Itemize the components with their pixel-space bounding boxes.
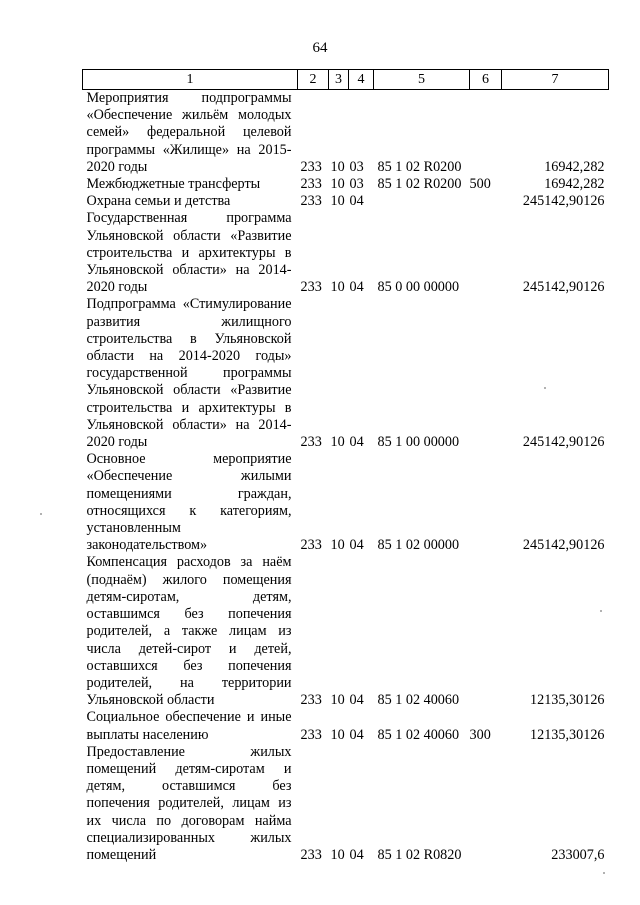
row-section-code: 10: [330, 692, 345, 709]
row-amount: 245142,90126: [522, 434, 605, 451]
row-expense-type: [470, 554, 502, 709]
row-name: Охрана семьи и детства: [86, 193, 231, 210]
row-name: Предоставление жилых помещений детям-сиротам и детям, оставшимся без попечения родителей, лицам из их числа по договорам найма специализированных жилых помещений: [86, 743, 292, 863]
row-subsection-code: 04: [349, 537, 364, 554]
table-header-row: [83, 70, 609, 90]
row-expense-type: [470, 90, 502, 177]
row-amount: 16942,282: [544, 158, 605, 175]
row-subsection-code: 04: [349, 846, 364, 863]
row-section-code: 10: [330, 193, 345, 210]
row-expense-type: [470, 193, 502, 210]
row-name: Социальное обеспечение и иные выплаты населению: [86, 709, 292, 743]
row-section-code: 10: [330, 158, 345, 175]
row-subsection-code: 03: [349, 158, 364, 175]
table-row: [83, 451, 609, 554]
column-header-3: 3: [329, 70, 349, 90]
row-target-code: 85 1 00 00000: [377, 434, 460, 451]
row-subsection-code: 04: [349, 726, 364, 743]
table-row: [83, 554, 609, 709]
row-target-code: [374, 193, 470, 210]
column-header-2: 2: [298, 70, 329, 90]
row-amount: 245142,90126: [522, 537, 605, 554]
row-subsection-code: 03: [349, 176, 364, 193]
row-name: Мероприятия подпрограммы «Обеспечение жильём молодых семей» федеральной целевой программы «Жилище» на 2015-2020 годы: [86, 90, 292, 175]
row-ministry-code: 233: [300, 434, 322, 451]
row-target-code: 85 1 02 R0200: [377, 176, 462, 193]
row-expense-type: [470, 210, 502, 296]
row-ministry-code: 233: [300, 158, 322, 175]
table-row: [83, 90, 609, 177]
row-target-code: 85 0 00 00000: [377, 279, 460, 296]
row-amount: 245142,90126: [522, 279, 605, 296]
table-row: [83, 709, 609, 743]
row-name: Государственная программа Ульяновской области «Развитие строительства и архитектуры в Ульяновской области» на 2014-2020 годы: [86, 210, 292, 296]
row-section-code: 10: [330, 726, 345, 743]
table-row: [83, 176, 609, 193]
row-amount: 16942,282: [544, 176, 605, 193]
row-name: Подпрограмма «Стимулирование развития жилищного строительства в Ульяновской области на 2014-2020 годы» государственной программы Ульяновской области «Развитие строительства и архитектуры в Ульяновской области» на 2014-2020 годы: [86, 296, 292, 451]
row-target-code: 85 1 02 40060: [377, 726, 460, 743]
table-row: [83, 744, 609, 864]
row-amount: 245142,90126: [522, 193, 605, 210]
row-section-code: 10: [330, 279, 345, 296]
row-subsection-code: 04: [349, 279, 364, 296]
scan-speck: [603, 872, 605, 874]
scan-speck: [40, 513, 42, 515]
row-ministry-code: 233: [300, 193, 322, 210]
budget-table: [82, 69, 609, 864]
column-header-7: 7: [502, 70, 609, 90]
row-subsection-code: 04: [349, 434, 364, 451]
row-expense-type: [470, 744, 502, 864]
row-ministry-code: 233: [300, 537, 322, 554]
row-name: Межбюджетные трансферты: [86, 176, 261, 193]
table-row: [83, 296, 609, 451]
row-ministry-code: 233: [300, 176, 322, 193]
row-target-code: 85 1 02 00000: [377, 537, 460, 554]
scan-speck: [544, 387, 546, 389]
column-header-1: 1: [83, 70, 298, 90]
row-ministry-code: 233: [300, 692, 322, 709]
row-expense-type: 500: [469, 176, 491, 193]
page-number: 64: [312, 40, 328, 56]
row-ministry-code: 233: [300, 279, 322, 296]
row-expense-type: [470, 296, 502, 451]
row-ministry-code: 233: [300, 846, 322, 863]
row-section-code: 10: [330, 176, 345, 193]
column-header-6: 6: [470, 70, 502, 90]
row-section-code: 10: [330, 846, 345, 863]
table-row: [83, 210, 609, 296]
table-row: [83, 193, 609, 210]
row-amount: 12135,30126: [530, 726, 605, 743]
row-target-code: 85 1 02 R0200: [377, 158, 462, 175]
row-name: Компенсация расходов за наём (поднаём) жилого помещения детям-сиротам, детям, оставшимся без попечения родителей, а также лицам из числа детей-сирот и детей, оставшихся без попечения родителей, на территории Ульяновской области: [86, 554, 292, 709]
row-target-code: 85 1 02 40060: [377, 692, 460, 709]
row-target-code: 85 1 02 R0820: [377, 846, 462, 863]
row-section-code: 10: [330, 434, 345, 451]
column-header-5: 5: [374, 70, 470, 90]
row-section-code: 10: [330, 537, 345, 554]
row-subsection-code: 04: [349, 193, 364, 210]
row-name: Основное мероприятие «Обеспечение жилыми помещениями граждан, относящихся к категориям, установленным законодательством»: [86, 451, 292, 554]
row-expense-type: 300: [469, 726, 491, 743]
row-amount: 12135,30126: [530, 692, 605, 709]
row-amount: 233007,6: [551, 846, 605, 863]
row-ministry-code: 233: [300, 726, 322, 743]
row-expense-type: [470, 451, 502, 554]
scan-speck: [600, 610, 602, 612]
column-header-4: 4: [349, 70, 374, 90]
row-subsection-code: 04: [349, 692, 364, 709]
